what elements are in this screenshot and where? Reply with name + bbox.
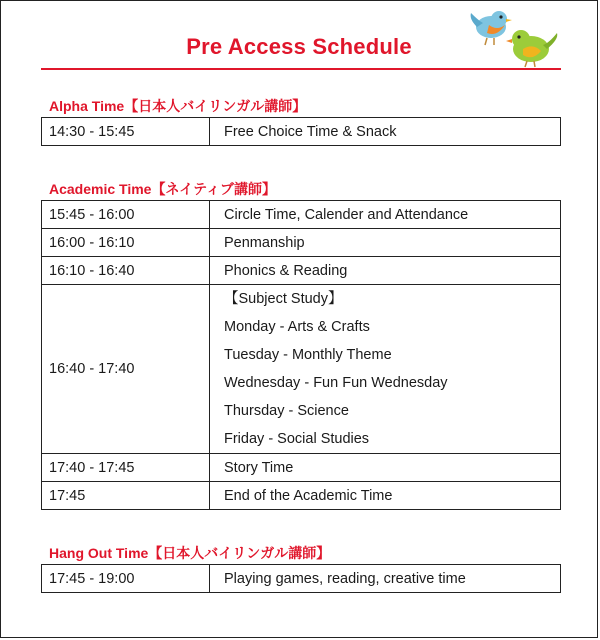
activity-cell: Free Choice Time & Snack xyxy=(210,118,561,146)
table-row xyxy=(42,285,561,454)
activity-cell: End of the Academic Time xyxy=(210,482,561,510)
activity-cell: Playing games, reading, creative time xyxy=(210,565,561,593)
activity-cell: Penmanship xyxy=(210,229,561,257)
time-cell: 16:40 - 17:40 xyxy=(42,285,210,454)
time-cell: 17:40 - 17:45 xyxy=(42,454,210,482)
table-row xyxy=(42,201,561,229)
green-bird-icon xyxy=(506,30,557,67)
table-row xyxy=(42,454,561,482)
blue-bird-icon xyxy=(471,11,512,45)
subject-line: Thursday - Science xyxy=(224,403,349,419)
table-row xyxy=(42,257,561,285)
subject-study-cell xyxy=(210,285,561,454)
section-heading-hangout: Hang Out Time【日本人バイリンガル講師】 xyxy=(49,545,331,561)
activity-cell: Story Time xyxy=(210,454,561,482)
subject-line: Tuesday - Monthly Theme xyxy=(224,347,392,363)
table-row xyxy=(42,565,561,593)
time-cell: 17:45 - 19:00 xyxy=(42,565,210,593)
time-cell: 14:30 - 15:45 xyxy=(42,118,210,146)
table-row xyxy=(42,118,561,146)
schedule-table-alpha xyxy=(41,117,561,146)
schedule-table-hangout xyxy=(41,564,561,593)
table-row xyxy=(42,229,561,257)
subject-study-heading: 【Subject Study】 xyxy=(224,291,343,307)
table-row xyxy=(42,482,561,510)
subject-line: Friday - Social Studies xyxy=(224,431,370,447)
section-heading-alpha: Alpha Time【日本人バイリンガル講師】 xyxy=(49,98,307,114)
page-title: Pre Access Schedule xyxy=(186,34,412,59)
subject-line: Wednesday - Fun Fun Wednesday xyxy=(224,375,448,391)
activity-cell: Phonics & Reading xyxy=(210,257,561,285)
time-cell: 17:45 xyxy=(42,482,210,510)
schedule-table-academic xyxy=(41,200,561,510)
time-cell: 16:10 - 16:40 xyxy=(42,257,210,285)
section-heading-academic: Academic Time【ネイティブ講師】 xyxy=(49,181,277,197)
time-cell: 16:00 - 16:10 xyxy=(42,229,210,257)
birds-illustration xyxy=(467,5,561,69)
subject-line: Monday - Arts & Crafts xyxy=(224,319,370,335)
activity-cell: Circle Time, Calender and Attendance xyxy=(210,201,561,229)
time-cell: 15:45 - 16:00 xyxy=(42,201,210,229)
